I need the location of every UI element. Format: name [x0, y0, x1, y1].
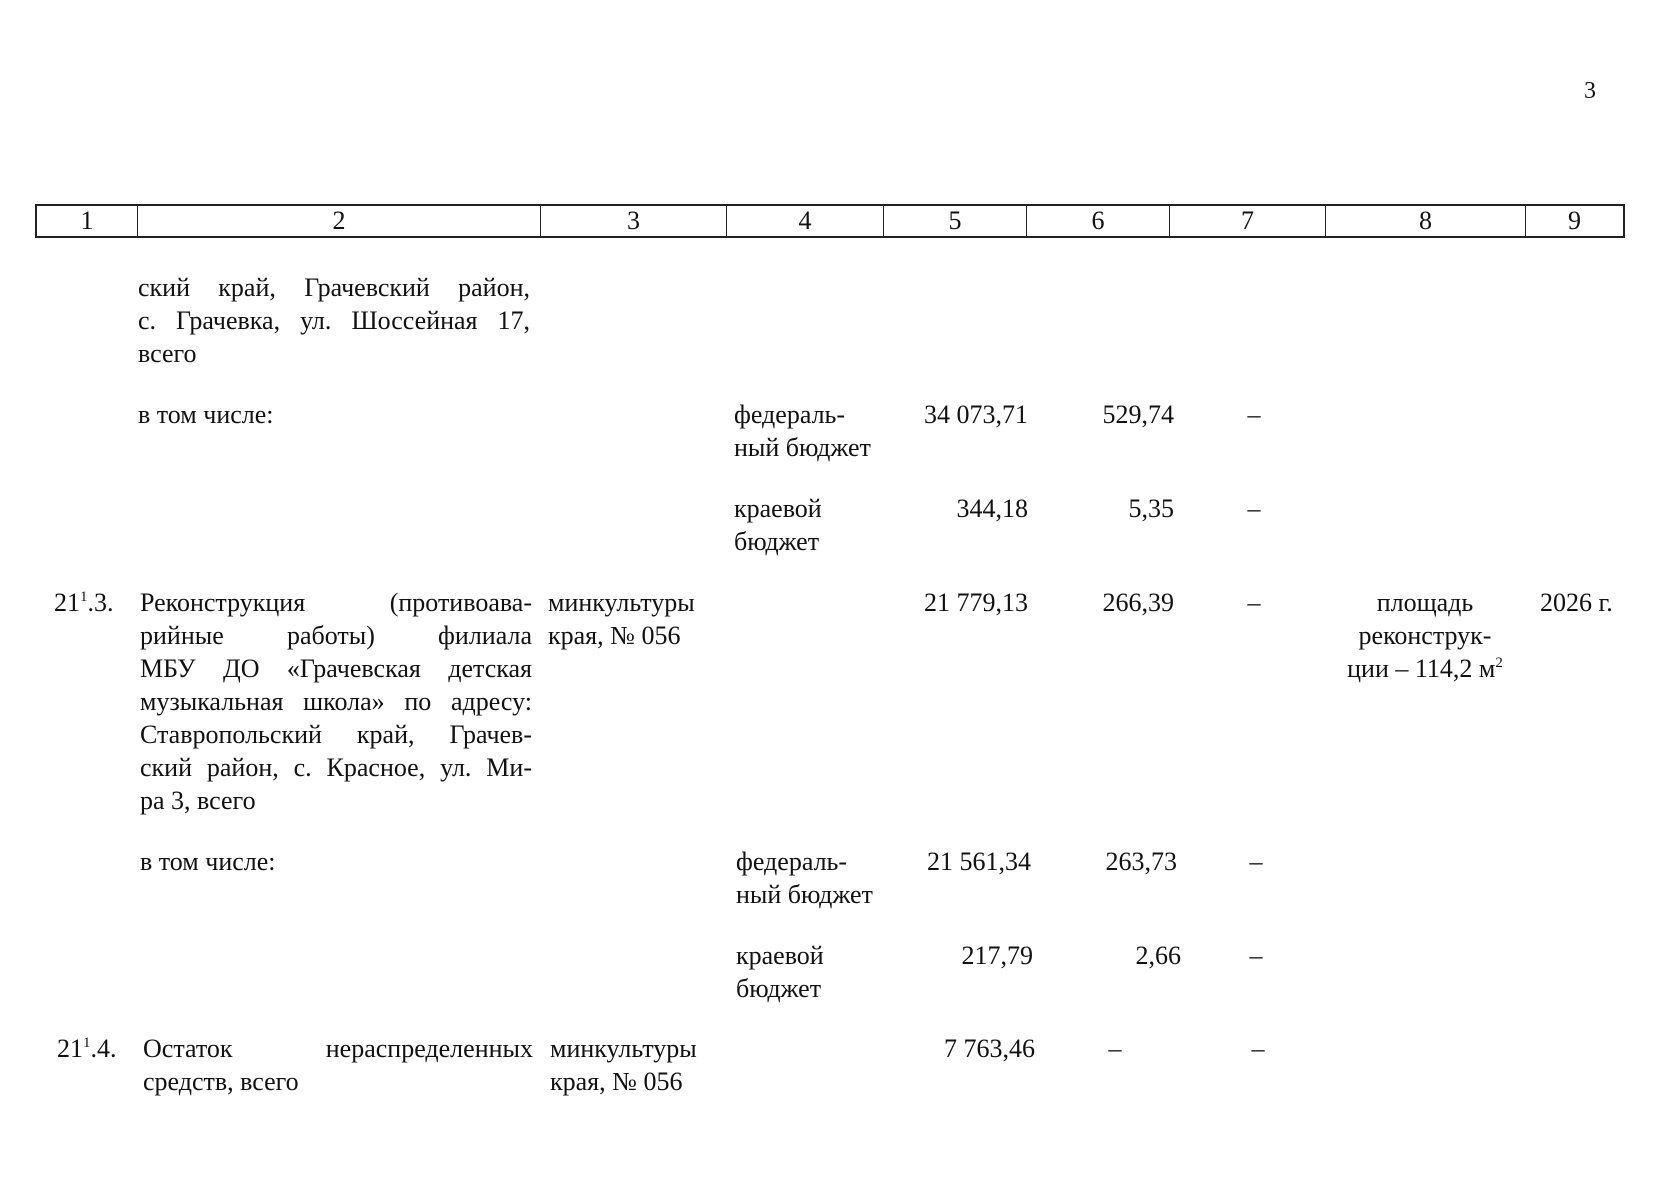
header-col-8: 8: [1326, 206, 1526, 236]
col7-value: –: [1247, 494, 1261, 523]
header-col-7: 7: [1170, 206, 1326, 236]
col6-value: 263,73: [1105, 847, 1177, 876]
object-name-line: с. Грачевка, ул. Шоссейная 17,: [138, 306, 530, 335]
col5-value: 34 073,71: [924, 400, 1028, 429]
col5-value: 344,18: [956, 494, 1028, 523]
executor-line: края, № 056: [548, 621, 681, 650]
col6-value: –: [1108, 1034, 1122, 1063]
page-number: 3: [1584, 78, 1596, 104]
header-col-2: 2: [138, 206, 541, 236]
object-name-line: ра 3, всего: [140, 786, 256, 815]
col5-value: 21 779,13: [924, 588, 1028, 617]
result-line: площадь: [1376, 588, 1474, 617]
col5-value: 21 561,34: [927, 847, 1031, 876]
col7-value: –: [1247, 588, 1261, 617]
col6-value: 529,74: [1102, 400, 1174, 429]
col7-value: –: [1249, 847, 1263, 876]
funding-source-line: федераль-: [734, 400, 846, 429]
funding-source-line: ный бюджет: [736, 880, 873, 909]
result-line: ции – 114,2 $м^2$: [1347, 654, 1503, 683]
object-name-line: Ставропольский край, Грачев-: [140, 720, 532, 749]
executor-line: минкультуры: [548, 588, 695, 617]
object-name-line: музыкальная школа» по адресу:: [140, 687, 532, 716]
header-col-1: 1: [37, 206, 138, 236]
col6-value: 266,39: [1102, 588, 1174, 617]
header-col-4: 4: [727, 206, 884, 236]
col7-value: –: [1249, 941, 1263, 970]
funding-source-line: федераль-: [736, 847, 848, 876]
table-header-row: [35, 204, 1625, 238]
including-label: в том числе:: [138, 400, 274, 429]
year-value: 2026 г.: [1540, 588, 1613, 617]
col6-value: 5,35: [1128, 494, 1174, 523]
funding-source-line: ный бюджет: [734, 433, 871, 462]
col5-value: 7 763,46: [944, 1034, 1035, 1063]
funding-source-line: краевой: [736, 941, 824, 970]
object-name-line: ский район, с. Красное, ул. Ми-: [140, 753, 532, 782]
funding-source-line: бюджет: [736, 974, 822, 1003]
result-line: реконструк-: [1358, 621, 1492, 650]
header-col-5: 5: [884, 206, 1027, 236]
row-number: $21^1.4$.: [57, 1034, 117, 1063]
col7-value: –: [1247, 400, 1261, 429]
object-name-line: ский край, Грачевский район,: [138, 273, 530, 302]
executor-line: края, № 056: [550, 1067, 683, 1096]
object-name-line: рийные работы) филиала: [140, 621, 532, 650]
executor-line: минкультуры: [550, 1034, 697, 1063]
header-col-6: 6: [1027, 206, 1170, 236]
row-number: $21^1.3$.: [54, 588, 114, 617]
object-name-line: Реконструкция (противоава-: [140, 588, 532, 617]
col5-value: 217,79: [961, 941, 1033, 970]
header-col-9: 9: [1568, 206, 1581, 235]
col7-value: –: [1251, 1034, 1265, 1063]
object-name-line: всего: [138, 339, 197, 368]
header-col-3: 3: [541, 206, 727, 236]
funding-source-line: краевой: [734, 494, 822, 523]
object-name-line: Остаток нераспределенных: [143, 1034, 533, 1063]
including-label: в том числе:: [140, 847, 276, 876]
funding-source-line: бюджет: [734, 527, 820, 556]
object-name-line: средств, всего: [143, 1067, 299, 1096]
col6-value: 2,66: [1135, 941, 1181, 970]
object-name-line: МБУ ДО «Грачевская детская: [140, 654, 532, 683]
